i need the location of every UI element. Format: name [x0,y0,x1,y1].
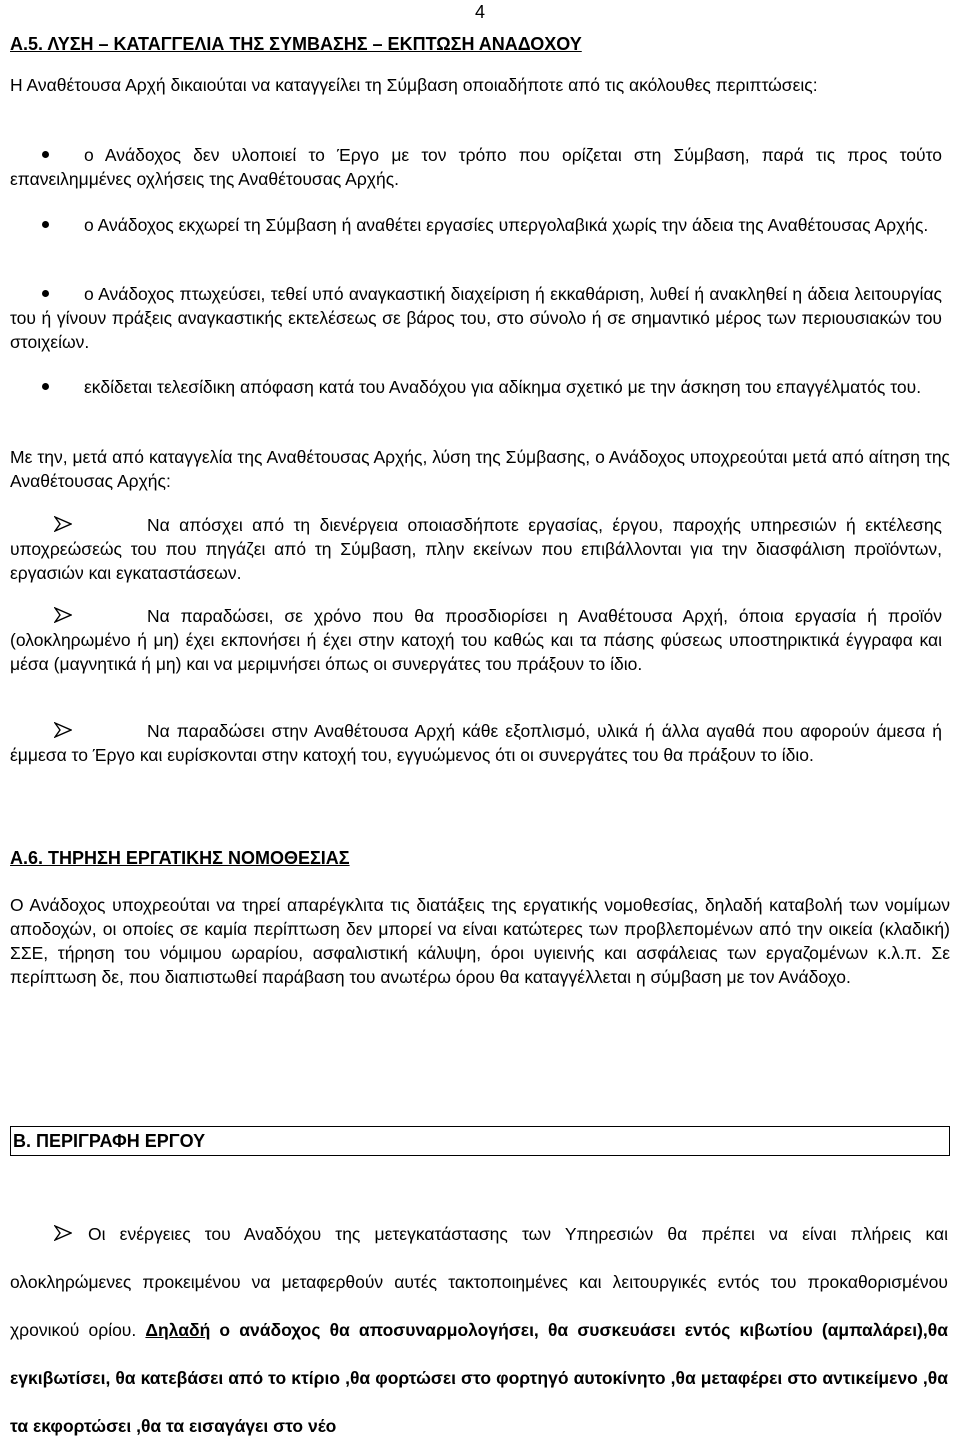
bullet-item [10,143,942,191]
section-b-heading: Β. ΠΕΡΙΓΡΑΦΗ ΕΡΓΟΥ [13,1131,206,1151]
section-a5-intro: Η Αναθέτουσα Αρχή δικαιούται να καταγγείλει τη Σύμβαση οποιαδήποτε από τις ακόλουθες περιπτώσεις: [10,75,818,95]
obligation-item [10,513,942,585]
obligation-item [10,604,942,676]
description-normal-text: Οι ενέργειες του Αναδόχου της μετεγκατάστασης των Υπηρεσιών θα πρέπει να είναι πλήρεις και ολοκληρώμενες προκειμένου να μεταφερθούν αυτές τακτοποιημένες και λειτουργικές εντός του προκαθορισμένου χρονικού ορίου. [10,1224,948,1340]
bullet-text: ο Ανάδοχος εκχωρεί τη Σύμβαση ή αναθέτει εργασίες υπεργολαβικά χωρίς την άδεια της Αναθέτουσας Αρχής. [84,215,929,235]
obligation-text: Να παραδώσει στην Αναθέτουσα Αρχή κάθε εξοπλισμό, υλικά ή άλλα αγαθά που αφορούν άμεσα ή έμμεσα το Έργο και ευρίσκονται στην κατοχή του, εγγυώμενος ότι οι συνεργάτες του θα πράξουν το ίδιο. [10,721,942,765]
obligation-text: Να παραδώσει, σε χρόνο που θα προσδιορίσει η Αναθέτουσα Αρχή, όποια εργασία ή προϊόν (ολοκληρωμένο ή μη) έχει εκπονήσει ή έχει στην κατοχή του καθώς και τα πάσης φύσεως υποστηρικτικά έγγραφα και μέσα (μαγνητικά ή μη) και να μεριμνήσει όπως οι συνεργάτες του πράξουν το ίδιο. [10,606,942,674]
description-emphasis-word: Δηλαδή [145,1320,211,1340]
bullet-item [10,213,942,237]
obligation-text: Να απόσχει από τη διενέργεια οποιασδήποτε εργασίας, έργου, παροχής υπηρεσιών ή εκτέλεσης υποχρεώσεώς του που πηγάζει από τη Σύμβαση, πλην εκείνων που επιβάλλονται για την διασφάλιση προϊόντων, εργασιών και εγκαταστάσεων. [10,515,942,583]
bullet-text: ο Ανάδοχος πτωχεύσει, τεθεί υπό αναγκαστική διαχείριση ή εκκαθάριση, λυθεί ή ανακληθεί η άδεια λειτουργίας του ή γίνουν πράξεις αναγκαστικής εκτελέσεως σε βάρος του, στο σύνολο ή σε σημαντικό μέρος των περιουσιακών του στοιχείων. [10,284,942,352]
description-bold-text: ο ανάδοχος θα αποσυναρμολογήσει, θα συσκευάσει εντός κιβωτίου (αμπαλάρει),θα εγκιβωτίσει, θα κατεβάσει από το κτίριο ,θα φορτώσει στο φορτηγό αυτοκίνητο ,θα μεταφέρει στο αντικείμενο ,θα τα εκφορτώσει ,θα τα εισαγάγει στο νέο [10,1320,948,1436]
bullet-icon [42,383,49,390]
page-number: 4 [475,2,486,22]
section-b-description [10,1210,948,1450]
arrowhead-bullet-icon [54,722,72,738]
section-a5-heading: Α.5. ΛΥΣΗ – ΚΑΤΑΓΓΕΛΙΑ ΤΗΣ ΣΥΜΒΑΣΗΣ – ΕΚΠΤΩΣΗ ΑΝΑΔΟΧΟΥ [10,34,582,54]
bullet-icon [42,221,49,228]
arrowhead-bullet-icon [54,1225,72,1241]
section-a6-text: Ο Ανάδοχος υποχρεούται να τηρεί απαρέγκλιτα τις διατάξεις της εργατικής νομοθεσίας, δηλαδή καταβολή των νομίμων αποδοχών, οι οποίες σε καμία περίπτωση δεν μπορεί να είναι κατώτερες των προβλεπομένων από την οικεία (κλαδική) ΣΣΕ, τήρηση του νόμιμου ωραρίου, ασφαλιστική κάλυψη, όροι υγιεινής και ασφάλειας των εργαζομένων κ.λ.π. Σε περίπτωση δε, που διαπιστωθεί παράβαση του ανωτέρω όρου θα καταγγέλλεται η σύμβαση με τον Ανάδοχο. [10,895,950,987]
bullet-text: ο Ανάδοχος δεν υλοποιεί το Έργο με τον τρόπο που ορίζεται στη Σύμβαση, παρά τις προς τούτο επανειλημμένες οχλήσεις της Αναθέτουσας Αρχής. [10,145,942,189]
bullet-icon [42,151,49,158]
bullet-item [10,375,942,399]
bullet-item [10,282,942,354]
section-a5-after-text: Με την, μετά από καταγγελία της Αναθέτουσας Αρχής, λύση της Σύμβασης, ο Ανάδοχος υποχρεούται μετά από αίτηση της Αναθέτουσας Αρχής: [10,447,950,491]
section-a6-heading: Α.6. ΤΗΡΗΣΗ ΕΡΓΑΤΙΚΗΣ ΝΟΜΟΘΕΣΙΑΣ [10,848,350,868]
arrowhead-bullet-icon [54,516,72,532]
obligation-item [10,719,942,767]
arrowhead-bullet-icon [54,607,72,623]
bullet-icon [42,290,49,297]
section-b-heading-box [10,1126,950,1156]
bullet-text: εκδίδεται τελεσίδικη απόφαση κατά του Αναδόχου για αδίκημα σχετικό με την άσκηση του επαγγέλματός του. [84,377,922,397]
